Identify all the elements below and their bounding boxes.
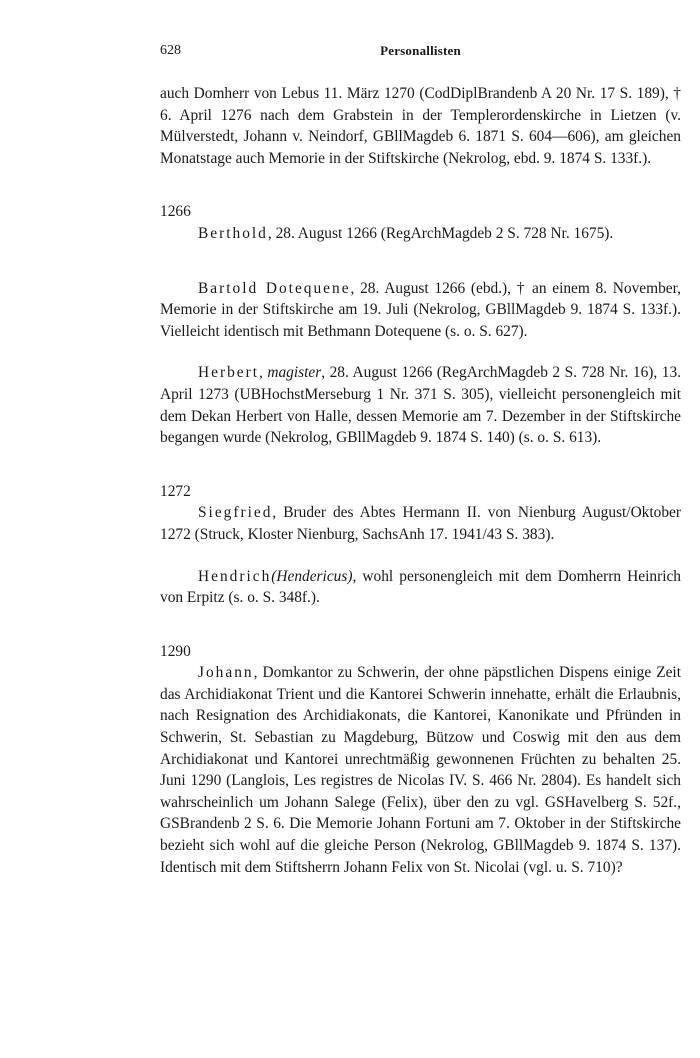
entry-text: , Domkantor zu Schwerin, der ohne päpstlichen Dispens einige Zeit das Archidiakonat Trient und die Kantorei Schwerin innehatte, erhält die Erlaubnis, nach Resignation des Archidiakonats, die Kantorei, Kanonikate und Pfründen in Schwerin, St. Sebastian zu Magdeburg, Bützow und Coswig mit den aus dem Archidiakonat und Kantorei unrechtmäßig gewonnenen Früchten zu behalten 25. Juni 1290 (Langlois, Les registres de Nicolas IV. S. 466 Nr. 2804). Es handelt sich wahrscheinlich um Johann Salege (Felix), über den zu vgl. GSHavelberg S. 52f., GSBrandenb 2 S. 6. Die Memorie Johann Fortuni am 7. Oktober in der Stiftskirche bezieht sich wohl auf die gleiche Person (Nekrolog, GBllMagdeb 9. 1874 S. 137). Identisch mit dem Stiftsherrn Johann Felix von St. Nicolai (vgl. u. S. 710)? (160, 664, 681, 876)
entry-text-a: , (259, 364, 268, 382)
year-heading: 1272 (160, 482, 191, 500)
entry-name: Herbert (198, 364, 259, 382)
entry-text: , 28. August 1266 (ebd.), † an einem 8. November, Memorie in der Stiftskirche am 19. Juli (Nekrolog, GBllMagdeb 9. 1874 S. 133f.). Vielleicht identisch mit Bethmann Dotequene (s. o. S. 627). (160, 279, 681, 340)
entry-johann (160, 662, 681, 878)
entry-siegfried (160, 502, 681, 545)
entry-name: Siegfried (198, 504, 273, 522)
page-body (160, 40, 681, 878)
entry-italic: (Hendericus) (271, 567, 353, 585)
entry-text: , wohl personengleich mit dem Domherrn Heinrich von Erpitz (s. o. S. 348f.). (160, 567, 681, 607)
year-heading: 1266 (160, 203, 191, 221)
entry-name: Johann (198, 664, 254, 682)
entry-name: Bartold Dotequene (198, 279, 351, 297)
entry-berthold (160, 223, 681, 245)
entry-bartold (160, 278, 681, 343)
section-1272 (160, 481, 681, 609)
entry-text: , 28. August 1266 (RegArchMagdeb 2 S. 728 Nr. 16), 13. April 1273 (UBHochstMerseburg 1 Nr. 371 S. 305), vielleicht personengleich mit dem Dekan Herbert von Halle, dessen Memorie am 7. Dezember in der Stiftskirche begangen wurde (Nekrolog, GBllMagdeb 9. 1874 S. 140) (s. o. S. 613). (160, 364, 682, 447)
intro-paragraph: auch Domherr von Lebus 11. März 1270 (CodDiplBrandenb A 20 Nr. 17 S. 189), † 6. April 1276 nach dem Grabstein in der Templerordenskirche in Lietzen (v. Mülverstedt, Johann v. Neindorf, GBllMagdeb 6. 1871 S. 604—606), am gleichen Monatstage auch Memorie in der Stiftskirche (Nekrolog, ebd. 9. 1874 S. 133f.). (160, 85, 681, 167)
year-heading: 1290 (160, 642, 191, 660)
entry-name: Berthold (198, 224, 268, 242)
entry-italic: magister (267, 364, 322, 382)
running-title: Personallisten (380, 43, 461, 58)
entry-text: , Bruder des Abtes Hermann II. von Nienburg August/Oktober 1272 (Struck, Kloster Nienburg, SachsAnh 17. 1941/43 S. 383). (160, 504, 681, 543)
entry-hendrich (160, 566, 681, 609)
entry-text: , 28. August 1266 (RegArchMagdeb 2 S. 728 Nr. 1675). (267, 224, 614, 242)
section-1290 (160, 641, 681, 879)
entry-herbert (160, 362, 681, 448)
entry-name: Hendrich (198, 567, 272, 585)
section-1266 (160, 201, 681, 448)
page-number: 628 (160, 43, 181, 58)
running-header (160, 40, 681, 62)
